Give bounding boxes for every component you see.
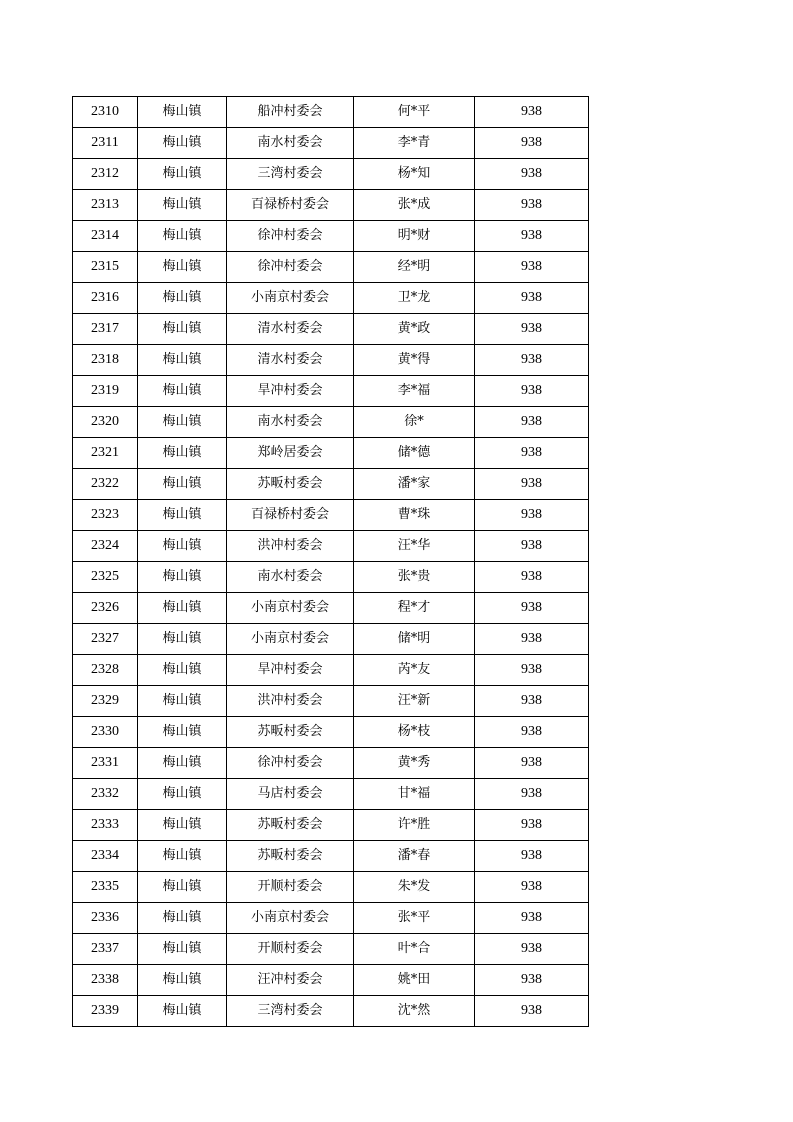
town-cell: 梅山镇 bbox=[138, 934, 227, 965]
amount-cell: 938 bbox=[475, 97, 589, 128]
amount-cell: 938 bbox=[475, 872, 589, 903]
row-number-cell: 2321 bbox=[73, 438, 138, 469]
row-number-cell: 2319 bbox=[73, 376, 138, 407]
town-cell: 梅山镇 bbox=[138, 190, 227, 221]
table-row bbox=[73, 686, 589, 717]
town-cell: 梅山镇 bbox=[138, 655, 227, 686]
amount-cell: 938 bbox=[475, 221, 589, 252]
town-cell: 梅山镇 bbox=[138, 779, 227, 810]
village-committee-cell: 清水村委会 bbox=[227, 314, 354, 345]
village-committee-cell: 百禄桥村委会 bbox=[227, 500, 354, 531]
village-committee-cell: 南水村委会 bbox=[227, 128, 354, 159]
person-name-cell: 李*青 bbox=[354, 128, 475, 159]
town-cell: 梅山镇 bbox=[138, 407, 227, 438]
table-row bbox=[73, 965, 589, 996]
table-row bbox=[73, 593, 589, 624]
person-name-cell: 潘*春 bbox=[354, 841, 475, 872]
row-number-cell: 2313 bbox=[73, 190, 138, 221]
person-name-cell: 姚*田 bbox=[354, 965, 475, 996]
amount-cell: 938 bbox=[475, 965, 589, 996]
person-name-cell: 黄*秀 bbox=[354, 748, 475, 779]
village-committee-cell: 清水村委会 bbox=[227, 345, 354, 376]
amount-cell: 938 bbox=[475, 748, 589, 779]
town-cell: 梅山镇 bbox=[138, 717, 227, 748]
table-row bbox=[73, 903, 589, 934]
person-name-cell: 许*胜 bbox=[354, 810, 475, 841]
person-name-cell: 程*才 bbox=[354, 593, 475, 624]
town-cell: 梅山镇 bbox=[138, 562, 227, 593]
row-number-cell: 2339 bbox=[73, 996, 138, 1027]
village-committee-cell: 苏畈村委会 bbox=[227, 841, 354, 872]
table-row bbox=[73, 438, 589, 469]
row-number-cell: 2330 bbox=[73, 717, 138, 748]
amount-cell: 938 bbox=[475, 438, 589, 469]
town-cell: 梅山镇 bbox=[138, 996, 227, 1027]
person-name-cell: 杨*枝 bbox=[354, 717, 475, 748]
table-row bbox=[73, 624, 589, 655]
town-cell: 梅山镇 bbox=[138, 438, 227, 469]
row-number-cell: 2336 bbox=[73, 903, 138, 934]
village-committee-cell: 三湾村委会 bbox=[227, 159, 354, 190]
village-committee-cell: 南水村委会 bbox=[227, 407, 354, 438]
table-row bbox=[73, 314, 589, 345]
town-cell: 梅山镇 bbox=[138, 500, 227, 531]
town-cell: 梅山镇 bbox=[138, 810, 227, 841]
village-committee-cell: 洪冲村委会 bbox=[227, 531, 354, 562]
person-name-cell: 叶*合 bbox=[354, 934, 475, 965]
village-committee-cell: 开顺村委会 bbox=[227, 934, 354, 965]
person-name-cell: 张*贵 bbox=[354, 562, 475, 593]
table-row bbox=[73, 872, 589, 903]
table-row bbox=[73, 376, 589, 407]
person-name-cell: 汪*华 bbox=[354, 531, 475, 562]
village-committee-cell: 南水村委会 bbox=[227, 562, 354, 593]
person-name-cell: 潘*家 bbox=[354, 469, 475, 500]
row-number-cell: 2324 bbox=[73, 531, 138, 562]
row-number-cell: 2331 bbox=[73, 748, 138, 779]
town-cell: 梅山镇 bbox=[138, 345, 227, 376]
village-committee-cell: 百禄桥村委会 bbox=[227, 190, 354, 221]
table-row bbox=[73, 562, 589, 593]
town-cell: 梅山镇 bbox=[138, 252, 227, 283]
town-cell: 梅山镇 bbox=[138, 965, 227, 996]
village-committee-cell: 小南京村委会 bbox=[227, 903, 354, 934]
table-row bbox=[73, 841, 589, 872]
row-number-cell: 2334 bbox=[73, 841, 138, 872]
row-number-cell: 2332 bbox=[73, 779, 138, 810]
village-committee-cell: 旱冲村委会 bbox=[227, 655, 354, 686]
amount-cell: 938 bbox=[475, 252, 589, 283]
amount-cell: 938 bbox=[475, 593, 589, 624]
town-cell: 梅山镇 bbox=[138, 686, 227, 717]
amount-cell: 938 bbox=[475, 190, 589, 221]
town-cell: 梅山镇 bbox=[138, 903, 227, 934]
row-number-cell: 2314 bbox=[73, 221, 138, 252]
town-cell: 梅山镇 bbox=[138, 283, 227, 314]
town-cell: 梅山镇 bbox=[138, 159, 227, 190]
person-name-cell: 汪*新 bbox=[354, 686, 475, 717]
table-row bbox=[73, 159, 589, 190]
person-name-cell: 经*明 bbox=[354, 252, 475, 283]
village-committee-cell: 徐冲村委会 bbox=[227, 748, 354, 779]
row-number-cell: 2315 bbox=[73, 252, 138, 283]
table-row bbox=[73, 283, 589, 314]
table-row bbox=[73, 221, 589, 252]
village-committee-cell: 开顺村委会 bbox=[227, 872, 354, 903]
amount-cell: 938 bbox=[475, 407, 589, 438]
amount-cell: 938 bbox=[475, 655, 589, 686]
person-name-cell: 李*福 bbox=[354, 376, 475, 407]
person-name-cell: 储*德 bbox=[354, 438, 475, 469]
table-row bbox=[73, 407, 589, 438]
person-name-cell: 明*财 bbox=[354, 221, 475, 252]
amount-cell: 938 bbox=[475, 841, 589, 872]
row-number-cell: 2333 bbox=[73, 810, 138, 841]
town-cell: 梅山镇 bbox=[138, 531, 227, 562]
village-committee-cell: 洪冲村委会 bbox=[227, 686, 354, 717]
row-number-cell: 2311 bbox=[73, 128, 138, 159]
table-row bbox=[73, 810, 589, 841]
row-number-cell: 2320 bbox=[73, 407, 138, 438]
table-row bbox=[73, 655, 589, 686]
village-committee-cell: 小南京村委会 bbox=[227, 624, 354, 655]
amount-cell: 938 bbox=[475, 500, 589, 531]
row-number-cell: 2310 bbox=[73, 97, 138, 128]
table-row bbox=[73, 345, 589, 376]
town-cell: 梅山镇 bbox=[138, 841, 227, 872]
town-cell: 梅山镇 bbox=[138, 97, 227, 128]
town-cell: 梅山镇 bbox=[138, 128, 227, 159]
village-committee-cell: 徐冲村委会 bbox=[227, 221, 354, 252]
village-committee-cell: 船冲村委会 bbox=[227, 97, 354, 128]
village-committee-cell: 小南京村委会 bbox=[227, 283, 354, 314]
table-row bbox=[73, 779, 589, 810]
person-name-cell: 储*明 bbox=[354, 624, 475, 655]
town-cell: 梅山镇 bbox=[138, 469, 227, 500]
row-number-cell: 2322 bbox=[73, 469, 138, 500]
amount-cell: 938 bbox=[475, 469, 589, 500]
amount-cell: 938 bbox=[475, 531, 589, 562]
village-committee-cell: 马店村委会 bbox=[227, 779, 354, 810]
amount-cell: 938 bbox=[475, 624, 589, 655]
person-name-cell: 徐* bbox=[354, 407, 475, 438]
amount-cell: 938 bbox=[475, 159, 589, 190]
town-cell: 梅山镇 bbox=[138, 624, 227, 655]
town-cell: 梅山镇 bbox=[138, 593, 227, 624]
amount-cell: 938 bbox=[475, 810, 589, 841]
person-name-cell: 张*平 bbox=[354, 903, 475, 934]
row-number-cell: 2337 bbox=[73, 934, 138, 965]
table-row bbox=[73, 469, 589, 500]
amount-cell: 938 bbox=[475, 345, 589, 376]
table-row bbox=[73, 252, 589, 283]
town-cell: 梅山镇 bbox=[138, 314, 227, 345]
village-committee-cell: 旱冲村委会 bbox=[227, 376, 354, 407]
row-number-cell: 2335 bbox=[73, 872, 138, 903]
town-cell: 梅山镇 bbox=[138, 376, 227, 407]
person-name-cell: 卫*龙 bbox=[354, 283, 475, 314]
amount-cell: 938 bbox=[475, 903, 589, 934]
row-number-cell: 2328 bbox=[73, 655, 138, 686]
person-name-cell: 沈*然 bbox=[354, 996, 475, 1027]
row-number-cell: 2323 bbox=[73, 500, 138, 531]
village-committee-cell: 徐冲村委会 bbox=[227, 252, 354, 283]
amount-cell: 938 bbox=[475, 779, 589, 810]
row-number-cell: 2338 bbox=[73, 965, 138, 996]
amount-cell: 938 bbox=[475, 934, 589, 965]
amount-cell: 938 bbox=[475, 996, 589, 1027]
town-cell: 梅山镇 bbox=[138, 748, 227, 779]
table-row bbox=[73, 748, 589, 779]
amount-cell: 938 bbox=[475, 717, 589, 748]
table-body bbox=[73, 97, 589, 1027]
village-committee-cell: 苏畈村委会 bbox=[227, 810, 354, 841]
table-row bbox=[73, 934, 589, 965]
amount-cell: 938 bbox=[475, 686, 589, 717]
row-number-cell: 2312 bbox=[73, 159, 138, 190]
village-committee-cell: 郑岭居委会 bbox=[227, 438, 354, 469]
person-name-cell: 朱*发 bbox=[354, 872, 475, 903]
table-row bbox=[73, 128, 589, 159]
table-row bbox=[73, 996, 589, 1027]
village-committee-cell: 苏畈村委会 bbox=[227, 469, 354, 500]
row-number-cell: 2327 bbox=[73, 624, 138, 655]
row-number-cell: 2316 bbox=[73, 283, 138, 314]
amount-cell: 938 bbox=[475, 128, 589, 159]
person-name-cell: 黄*得 bbox=[354, 345, 475, 376]
person-name-cell: 张*成 bbox=[354, 190, 475, 221]
amount-cell: 938 bbox=[475, 283, 589, 314]
person-name-cell: 何*平 bbox=[354, 97, 475, 128]
village-committee-cell: 小南京村委会 bbox=[227, 593, 354, 624]
beneficiary-table bbox=[72, 96, 589, 1027]
person-name-cell: 杨*知 bbox=[354, 159, 475, 190]
table-row bbox=[73, 531, 589, 562]
row-number-cell: 2325 bbox=[73, 562, 138, 593]
village-committee-cell: 苏畈村委会 bbox=[227, 717, 354, 748]
amount-cell: 938 bbox=[475, 376, 589, 407]
person-name-cell: 芮*友 bbox=[354, 655, 475, 686]
village-committee-cell: 汪冲村委会 bbox=[227, 965, 354, 996]
person-name-cell: 曹*珠 bbox=[354, 500, 475, 531]
table-row bbox=[73, 97, 589, 128]
person-name-cell: 甘*福 bbox=[354, 779, 475, 810]
town-cell: 梅山镇 bbox=[138, 221, 227, 252]
town-cell: 梅山镇 bbox=[138, 872, 227, 903]
row-number-cell: 2318 bbox=[73, 345, 138, 376]
person-name-cell: 黄*政 bbox=[354, 314, 475, 345]
table-row bbox=[73, 717, 589, 748]
amount-cell: 938 bbox=[475, 562, 589, 593]
village-committee-cell: 三湾村委会 bbox=[227, 996, 354, 1027]
table-row bbox=[73, 190, 589, 221]
table-row bbox=[73, 500, 589, 531]
amount-cell: 938 bbox=[475, 314, 589, 345]
row-number-cell: 2329 bbox=[73, 686, 138, 717]
row-number-cell: 2317 bbox=[73, 314, 138, 345]
row-number-cell: 2326 bbox=[73, 593, 138, 624]
